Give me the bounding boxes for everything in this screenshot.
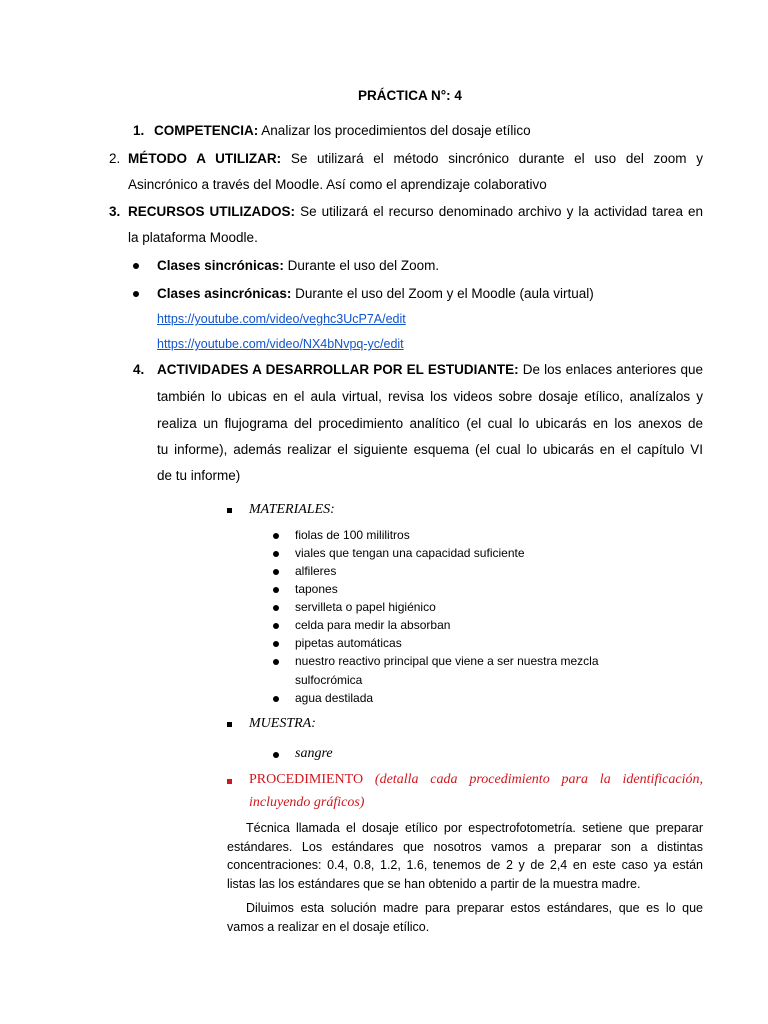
item-4-number: 4. [133, 362, 145, 377]
class-sync-label: Clases sincrónicas: [157, 258, 284, 273]
item-1-number: 1. [133, 123, 145, 138]
procedimiento-note-line2: incluyendo gráficos) [249, 795, 365, 810]
item-4-text-line4: tu informe), además realizar el siguiente esquema (el cual lo ubicarás en el capítulo VI [157, 442, 703, 457]
bullet-dot [133, 291, 139, 297]
item-2-line1 [128, 146, 703, 172]
item-2-number: 2. [109, 151, 121, 166]
muestra-item: sangre [295, 746, 333, 761]
square-bullet-red [227, 779, 232, 784]
list-item: fiolas de 100 mililitros [273, 526, 599, 544]
list-item: viales que tengan una capacidad suficiente [273, 544, 599, 562]
muestra-heading: MUESTRA: [249, 716, 316, 731]
item-1-text: Analizar los procedimientos del dosaje etílico [261, 123, 531, 138]
square-bullet [227, 722, 232, 727]
list-item: pipetas automáticas [273, 634, 599, 652]
class-async [157, 281, 594, 307]
item-2-text-line2: Asincrónico a través del Moodle. Así como el aprendizaje colaborativo [128, 177, 547, 192]
text-line: estándares. Los estándares que nosotros vamos a preparar son a distintas [227, 839, 703, 854]
list-item: tapones [273, 580, 599, 598]
list-item: nuestro reactivo principal que viene a ser nuestra mezcla [273, 652, 599, 670]
bullet-dot [133, 263, 139, 269]
item-2-label: MÉTODO A UTILIZAR: [128, 151, 282, 166]
procedimiento-note-line1: (detalla cada procedimiento para la identificación, [374, 772, 704, 787]
procedimiento-heading: PROCEDIMIENTO [249, 772, 364, 787]
list-item-continuation: sulfocrómica [295, 673, 363, 687]
item-1-label: COMPETENCIA: [154, 123, 259, 138]
procedimiento-line1 [249, 772, 703, 788]
item-1 [133, 118, 531, 144]
item-4-text-line3: realiza un flujograma del procedimiento analítico (el cual lo ubicarás en los anexos de [157, 416, 703, 431]
page-title: PRÁCTICA N°: 4 [358, 88, 462, 103]
item-4-text-line5: de tu informe) [157, 468, 241, 483]
class-async-text: Durante el uso del Zoom y el Moodle (aula virtual) [295, 286, 594, 301]
item-3-text-line1: Se utilizará el recurso denominado archivo y la actividad tarea en [300, 204, 703, 219]
materiales-heading: MATERIALES: [249, 502, 335, 517]
list-item: servilleta o papel higiénico [273, 598, 599, 616]
text-line: concentraciones: 0.4, 0.8, 1.2, 1.6, tenemos de 2 y de 2,4 en este caso ya están [227, 858, 703, 872]
text-line: Diluimos esta solución madre para preparar estos estándares, que es lo que [246, 901, 703, 915]
materiales-list [273, 526, 599, 707]
item-2-text-line1: Se utilizará el método sincrónico durante el uso del zoom y [290, 151, 703, 166]
square-bullet [227, 508, 232, 513]
item-3-text-line2: la plataforma Moodle. [128, 230, 258, 245]
item-4-label: ACTIVIDADES A DESARROLLAR POR EL ESTUDIANTE: [157, 362, 519, 377]
video-link-1[interactable]: https://youtube.com/video/veghc3UcP7A/edit [157, 312, 406, 326]
text-line: vamos a realizar en el dosaje etílico. [227, 919, 430, 934]
item-4-text-line2: también lo ubicas en el aula virtual, revisa los videos sobre dosaje etílico, analízalos y [157, 389, 703, 404]
list-item: agua destilada [273, 689, 599, 707]
text-line: Técnica llamada el dosaje etílico por espectrofotometría. setiene que preparar [246, 821, 703, 835]
procedure-paragraph-1 [227, 819, 703, 893]
item-3-label: RECURSOS UTILIZADOS: [128, 204, 296, 219]
item-4-line1 [157, 357, 703, 383]
item-3-number: 3. [109, 204, 121, 219]
item-4-text-line1: De los enlaces anteriores que [522, 362, 703, 377]
procedure-paragraph-2 [227, 899, 703, 936]
class-async-label: Clases asincrónicas: [157, 286, 292, 301]
text-line: listas las los estándares que se han obtenido a partir de la muestra madre. [227, 876, 641, 891]
item-3-line1 [128, 199, 703, 225]
video-link-2[interactable]: https://youtube.com/video/NX4bNvpq-yc/edit [157, 337, 404, 351]
list-item: alfileres [273, 562, 599, 580]
class-sync [157, 253, 439, 279]
list-item: celda para medir la absorban [273, 616, 599, 634]
class-sync-text: Durante el uso del Zoom. [287, 258, 440, 273]
bullet-dot [273, 752, 279, 758]
